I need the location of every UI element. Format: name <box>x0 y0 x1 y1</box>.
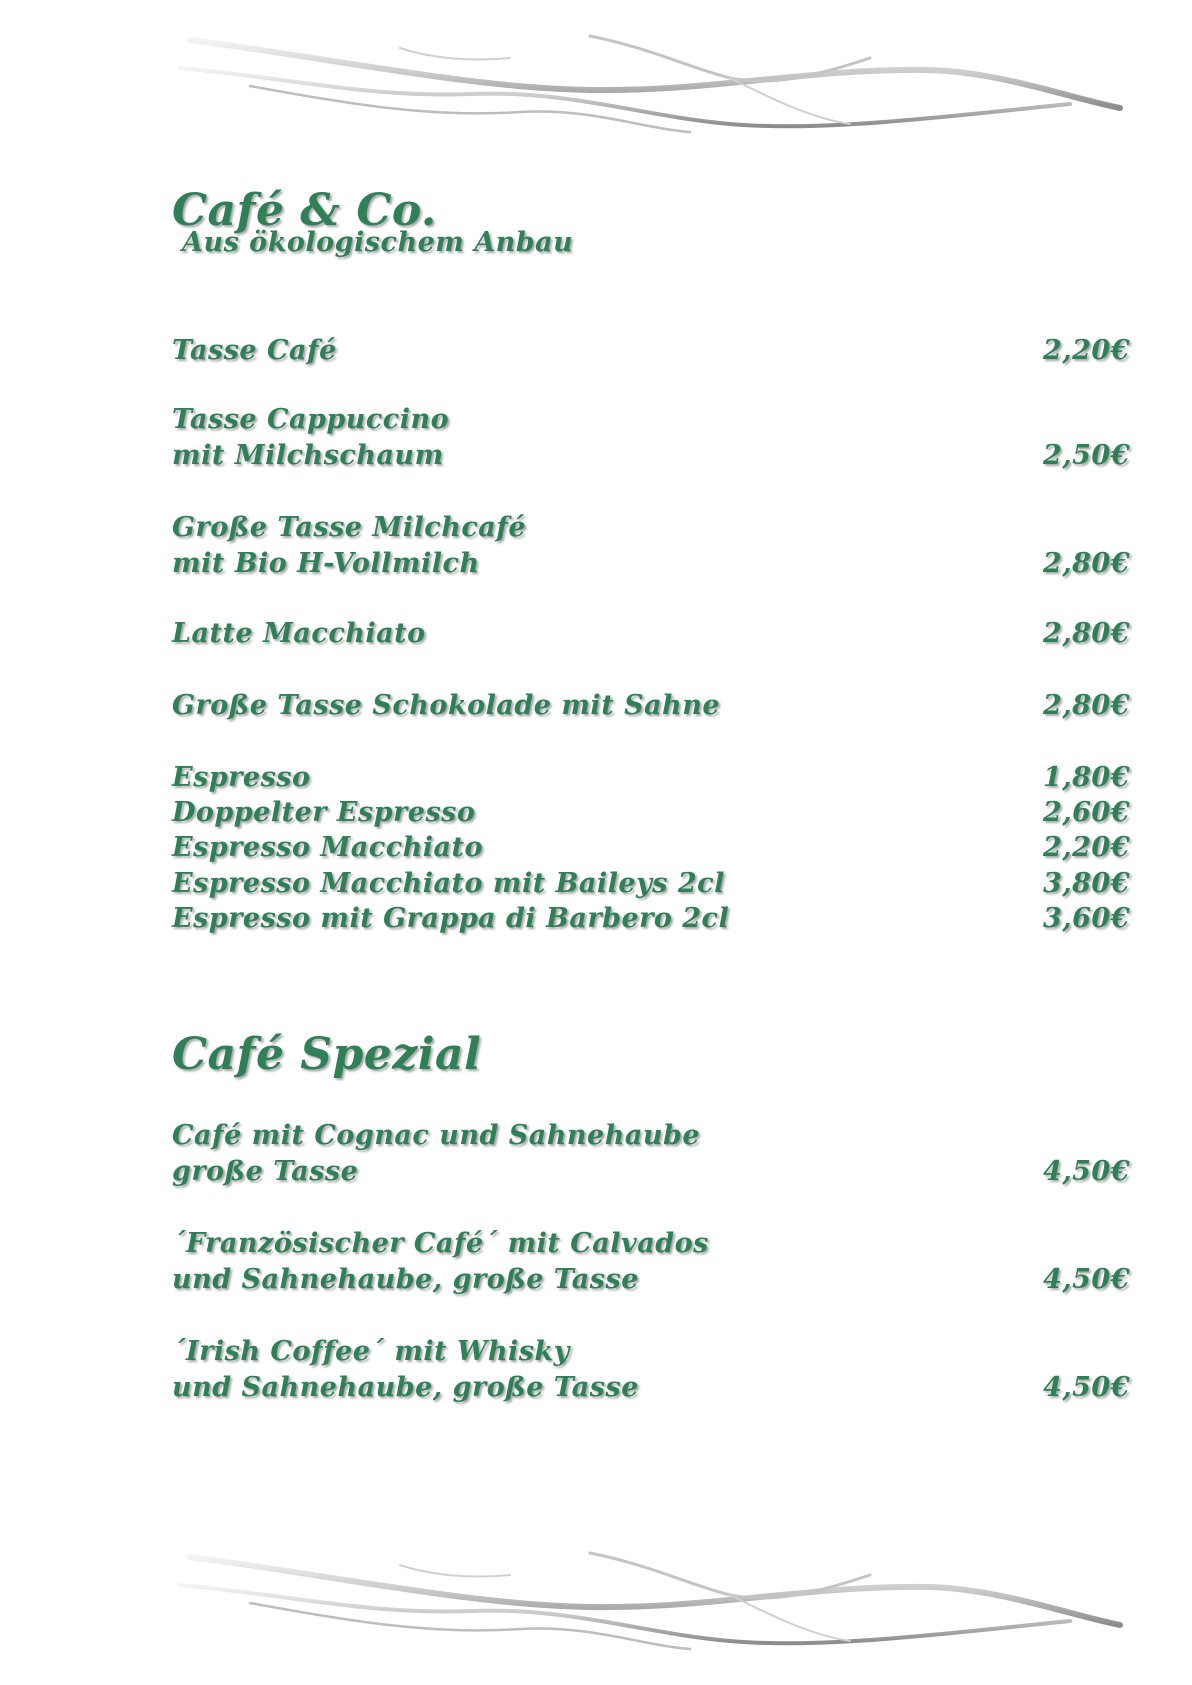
menu-item-price: 2,50€ <box>1042 440 1130 471</box>
menu-item-name: Tasse Café <box>172 335 337 366</box>
menu-item-description: große Tasse <box>172 1156 359 1187</box>
menu-item-name: Große Tasse Milchcafé <box>172 512 527 543</box>
bottom-branch-ornament-icon <box>170 1545 1140 1655</box>
menu-item-price: 4,50€ <box>1042 1156 1130 1187</box>
menu-item-price: 2,80€ <box>1042 690 1130 721</box>
menu-item-price: 3,60€ <box>1042 903 1130 934</box>
menu-item-price: 4,50€ <box>1042 1264 1130 1295</box>
menu-item-name: ´Französischer Café´ mit Calvados <box>172 1228 709 1259</box>
menu-item-description: mit Milchschaum <box>172 440 444 471</box>
menu-item-price: 3,80€ <box>1042 868 1130 899</box>
menu-item-name: ´Irish Coffee´ mit Whisky <box>172 1336 570 1367</box>
menu-item-description: mit Bio H-Vollmilch <box>172 548 480 579</box>
menu-item-name: Große Tasse Schokolade mit Sahne <box>172 690 720 721</box>
section-subtitle: Aus ökologischem Anbau <box>182 227 574 258</box>
menu-item-price: 2,20€ <box>1042 832 1130 863</box>
menu-item-name: Café mit Cognac und Sahnehaube <box>172 1120 700 1151</box>
menu-item-name: Doppelter Espresso <box>172 797 476 828</box>
top-branch-ornament-icon <box>170 28 1140 138</box>
menu-item-price: 2,60€ <box>1042 797 1130 828</box>
menu-item-price: 4,50€ <box>1042 1372 1130 1403</box>
menu-item-name: Tasse Cappuccino <box>172 404 450 435</box>
menu-item-price: 2,20€ <box>1042 335 1130 366</box>
menu-item-name: Espresso Macchiato mit Baileys 2cl <box>172 868 725 899</box>
menu-item-name: Espresso mit Grappa di Barbero 2cl <box>172 903 730 934</box>
menu-item-price: 2,80€ <box>1042 618 1130 649</box>
menu-item-name: Espresso Macchiato <box>172 832 483 863</box>
menu-item-description: und Sahnehaube, große Tasse <box>172 1264 639 1295</box>
section-title-cafe-spezial: Café Spezial <box>172 1029 482 1080</box>
section-title-cafe-co: Café & Co. <box>172 185 437 236</box>
menu-item-name: Espresso <box>172 762 311 793</box>
menu-item-price: 1,80€ <box>1042 762 1130 793</box>
menu-item-description: und Sahnehaube, große Tasse <box>172 1372 639 1403</box>
menu-item-price: 2,80€ <box>1042 548 1130 579</box>
menu-item-name: Latte Macchiato <box>172 618 426 649</box>
